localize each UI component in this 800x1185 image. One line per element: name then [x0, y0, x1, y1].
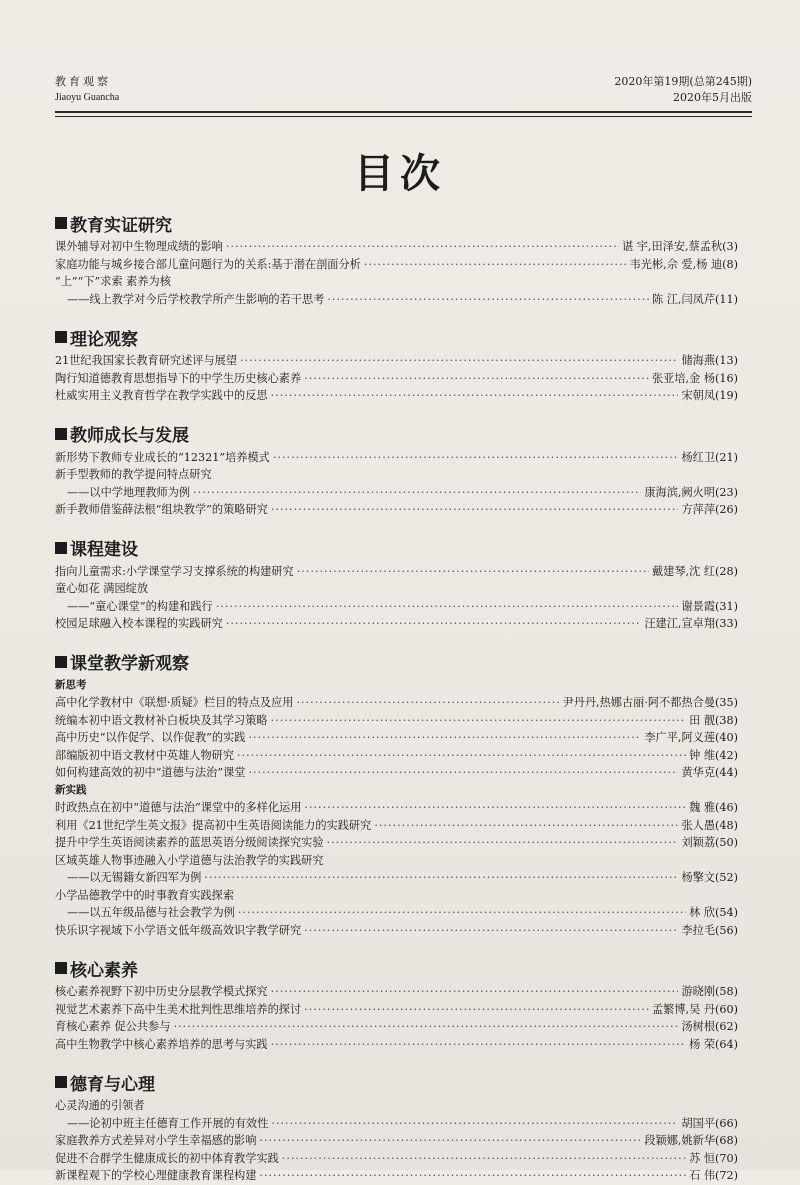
dot-leader — [364, 258, 627, 271]
toc-section — [55, 212, 738, 308]
dot-leader — [259, 1134, 641, 1147]
toc-entry — [55, 694, 738, 712]
entry-title: 新课程观下的学校心理健康教育课程构建 — [55, 1169, 257, 1182]
dot-leader — [271, 985, 679, 998]
toc-group-label — [55, 782, 738, 800]
section-heading — [55, 212, 738, 234]
toc-entry — [55, 370, 738, 388]
section-heading — [55, 423, 738, 445]
toc-entry — [55, 729, 738, 747]
dot-leader — [204, 871, 678, 884]
toc-entry — [55, 449, 738, 467]
entry-title: 陶行知道德教育思想指导下的中学生历史核心素养 — [55, 371, 302, 385]
dot-leader — [271, 503, 679, 516]
journal-header — [55, 74, 119, 106]
entry-title: 区域英雄人物事迹融入小学道德与法治教学的实践研究 — [55, 853, 324, 867]
entry-title: “上”“下”求索 素养为核 — [55, 275, 171, 288]
toc-entry — [55, 712, 738, 730]
issue-number: 2020年第19期(总第245期) — [614, 75, 752, 88]
toc-entry — [55, 484, 738, 502]
entry-author-page: 宋朝凤(19) — [681, 389, 738, 402]
square-bullet-icon — [55, 656, 67, 668]
toc-entry — [55, 580, 738, 598]
entry-title: 小学品德教学中的时事教育实践探索 — [55, 888, 235, 902]
dot-leader — [226, 617, 642, 630]
toc-entry — [55, 466, 738, 484]
dot-leader — [173, 1020, 678, 1033]
entry-author-page: 魏 雅(46) — [689, 801, 738, 814]
entry-title: 高中化学教材中《联想·质疑》栏目的特点及应用 — [55, 696, 294, 709]
entry-title: 杜威实用主义教育哲学在教学实践中的反思 — [55, 389, 268, 402]
section-heading — [55, 1071, 738, 1093]
entry-title: 新手教师借鉴薛法根“组块教学”的策略研究 — [55, 503, 268, 516]
toc-entry — [55, 563, 738, 581]
toc-entry — [55, 799, 738, 817]
toc-section — [55, 651, 738, 940]
entry-author-page: 田 靓(38) — [689, 713, 738, 727]
dot-leader — [248, 731, 641, 744]
entry-title: 心灵沟通的引领者 — [55, 1099, 145, 1112]
toc-entry — [55, 256, 738, 274]
entry-author-page: 谌 宇,田泽安,蔡孟秋(3) — [621, 240, 738, 253]
dot-leader — [237, 749, 686, 762]
entry-author-page: 谢景霞(31) — [681, 599, 738, 613]
toc-entry — [55, 817, 738, 835]
table-of-contents — [55, 212, 738, 1185]
entry-title: 高中历史“以作促学、以作促教”的实践 — [55, 731, 246, 744]
entry-title: ——“童心课堂”的构建和践行 — [67, 599, 213, 613]
entry-title: 新思考 — [55, 678, 87, 691]
dot-leader — [271, 1038, 687, 1051]
dot-leader — [304, 372, 649, 385]
toc-entry — [55, 273, 738, 291]
dot-leader — [304, 924, 678, 937]
entry-author-page: 黄华克(44) — [681, 766, 738, 779]
toc-entry — [55, 291, 738, 309]
dot-leader — [259, 1169, 686, 1182]
dot-leader — [240, 354, 678, 367]
entry-title: 童心如花 满园绽放 — [55, 582, 149, 595]
entry-author-page: 杨红卫(21) — [681, 450, 738, 464]
dot-leader — [327, 293, 649, 306]
dot-leader — [193, 486, 641, 499]
entry-author-page: 李拉毛(56) — [681, 923, 738, 937]
square-bullet-icon — [55, 331, 67, 343]
toc-entry — [55, 764, 738, 782]
entry-author-page: 戴建琴,沈 红(28) — [651, 564, 738, 578]
section-heading — [55, 957, 738, 979]
entry-author-page: 钟 维(42) — [689, 748, 738, 762]
entry-title: ——以五年级品德与社会教学为例 — [67, 906, 235, 919]
dot-leader — [297, 696, 560, 709]
dot-leader — [273, 451, 679, 464]
dot-leader — [271, 389, 679, 402]
toc-section — [55, 423, 738, 519]
entry-author-page: 韦光彬,佘 爱,杨 迪(8) — [629, 257, 738, 271]
entry-title: 快乐识字视域下小学语文低年级高效识字教学研究 — [55, 923, 302, 937]
square-bullet-icon — [55, 217, 67, 229]
entry-title: 利用《21世纪学生英文报》提高初中生英语阅读能力的实践研究 — [55, 818, 372, 832]
entry-title: 校园足球融入校本课程的实践研究 — [55, 617, 223, 630]
entry-author-page: 胡国平(66) — [681, 1116, 738, 1130]
entry-title: 视觉艺术素养下高中生美术批判性思维培养的探讨 — [55, 1002, 302, 1016]
square-bullet-icon — [55, 428, 67, 440]
entry-title: 21世纪我国家长教育研究述评与展望 — [55, 354, 238, 367]
page-title: 目次 — [354, 151, 446, 197]
section-title: 课堂教学新观察 — [70, 654, 189, 674]
entry-author-page: 石 伟(72) — [689, 1169, 738, 1182]
dot-leader — [216, 600, 679, 613]
entry-author-page: 尹丹丹,热娜古丽·阿不都热合曼(35) — [562, 696, 738, 709]
section-heading — [55, 537, 738, 559]
toc-entry — [55, 834, 738, 852]
entry-title: 新实践 — [55, 783, 87, 796]
entry-title: 新形势下教师专业成长的“12321”培养模式 — [55, 450, 270, 464]
square-bullet-icon — [55, 542, 67, 554]
entry-title: ——以无锡籍女新四军为例 — [67, 871, 202, 884]
entry-title: 时政热点在初中“道德与法治”课堂中的多样化运用 — [55, 801, 302, 814]
entry-title: 统编本初中语文教材补白板块及其学习策略 — [55, 713, 268, 727]
toc-entry — [55, 1132, 738, 1150]
square-bullet-icon — [55, 962, 67, 974]
entry-title: 家庭功能与城乡接合部儿童问题行为的关系:基于潜在剖面分析 — [55, 257, 361, 271]
entry-author-page: 孟繁博,吴 丹(60) — [651, 1002, 738, 1016]
toc-entry — [55, 387, 738, 405]
entry-title: 如何构建高效的初中“道德与法治”课堂 — [55, 766, 246, 779]
section-heading — [55, 326, 738, 348]
toc-entry — [55, 887, 738, 905]
toc-entry — [55, 922, 738, 940]
toc-entry — [55, 1097, 738, 1115]
entry-title: 核心素养视野下初中历史分层教学模式探究 — [55, 985, 268, 998]
entry-title: 促进不合群学生健康成长的初中体育教学实践 — [55, 1151, 279, 1165]
entry-author-page: 汤树根(62) — [681, 1020, 738, 1033]
entry-author-page: 段颖娜,姚新华(68) — [644, 1134, 738, 1147]
entry-author-page: 苏 恒(70) — [689, 1151, 738, 1165]
toc-entry — [55, 238, 738, 256]
toc-entry — [55, 598, 738, 616]
section-heading — [55, 651, 738, 673]
dot-leader — [238, 906, 686, 919]
section-title: 德育与心理 — [70, 1074, 155, 1095]
section-title: 理论观察 — [70, 329, 138, 350]
dot-leader — [304, 801, 686, 814]
section-title: 教师成长与发展 — [70, 426, 189, 446]
entry-author-page: 林 欣(54) — [689, 906, 738, 919]
header-rule-thin — [55, 116, 752, 117]
journal-pinyin: Jiaoyu Guancha — [55, 92, 120, 103]
dot-leader — [297, 565, 649, 578]
section-title: 核心素养 — [70, 960, 138, 981]
entry-title: 指向儿童需求:小学课堂学习支撑系统的构建研究 — [55, 564, 294, 578]
toc-entry — [55, 1036, 738, 1054]
square-bullet-icon — [55, 1076, 67, 1088]
toc-entry — [55, 852, 738, 870]
header-rule-thick — [55, 111, 752, 113]
entry-title: 部编版初中语文教材中英雄人物研究 — [55, 748, 235, 762]
toc-entry — [55, 983, 738, 1001]
toc-section — [55, 537, 738, 633]
entry-author-page: 杨 荣(64) — [689, 1037, 738, 1051]
toc-entry — [55, 501, 738, 519]
dot-leader — [374, 819, 678, 832]
entry-author-page: 刘颖荔(50) — [681, 836, 738, 849]
toc-section — [55, 1071, 738, 1185]
entry-title: ——线上教学对今后学校教学所产生影响的若干思考 — [67, 292, 325, 306]
dot-leader — [226, 240, 619, 253]
dot-leader — [271, 714, 687, 727]
entry-title: 提升中学生英语阅读素养的蓝思英语分级阅读探究实验 — [55, 836, 324, 849]
entry-title: ——论初中班主任德育工作开展的有效性 — [67, 1116, 269, 1130]
entry-author-page: 储海燕(13) — [681, 354, 738, 367]
issue-info — [614, 74, 752, 106]
toc-entry — [55, 904, 738, 922]
toc-entry — [55, 1001, 738, 1019]
toc-section — [55, 957, 738, 1053]
entry-author-page: 陈 江,闫凤芹(11) — [651, 292, 738, 306]
dot-leader — [327, 836, 679, 849]
journal-name: 教育观察 — [55, 75, 111, 88]
publication-date: 2020年5月出版 — [673, 91, 752, 104]
entry-title: ——以中学地理教师为例 — [67, 485, 191, 499]
entry-title: 家庭教养方式差异对小学生幸福感的影响 — [55, 1134, 257, 1147]
toc-entry — [55, 615, 738, 633]
section-title: 课程建设 — [70, 540, 138, 560]
entry-author-page: 游晓刚(58) — [681, 985, 738, 998]
entry-author-page: 李广平,阿义莲(40) — [644, 731, 738, 744]
toc-entry — [55, 1150, 738, 1168]
dot-leader — [282, 1152, 686, 1165]
entry-author-page: 张亚培,金 杨(16) — [651, 371, 738, 385]
toc-entry — [55, 1115, 738, 1133]
entry-author-page: 张人愚(48) — [681, 818, 738, 832]
toc-entry — [55, 352, 738, 370]
entry-author-page: 康海滨,阙火明(23) — [644, 485, 738, 499]
toc-entry — [55, 1018, 738, 1036]
dot-leader — [248, 766, 678, 779]
entry-title: 育核心素养 促公共参与 — [55, 1020, 171, 1033]
entry-author-page: 杨擎文(52) — [681, 871, 738, 884]
toc-entry — [55, 869, 738, 887]
entry-title: 高中生物教学中核心素养培养的思考与实践 — [55, 1037, 268, 1051]
entry-author-page: 方萍萍(26) — [681, 503, 738, 516]
dot-leader — [271, 1117, 678, 1130]
entry-title: 课外辅导对初中生物理成绩的影响 — [55, 240, 223, 253]
entry-title: 新手型教师的教学提问特点研究 — [55, 468, 212, 481]
entry-author-page: 汪建江,宣卓翔(33) — [644, 617, 738, 630]
section-title: 教育实证研究 — [70, 215, 172, 236]
toc-group-label — [55, 677, 738, 695]
toc-entry — [55, 747, 738, 765]
toc-section — [55, 326, 738, 405]
dot-leader — [304, 1003, 649, 1016]
